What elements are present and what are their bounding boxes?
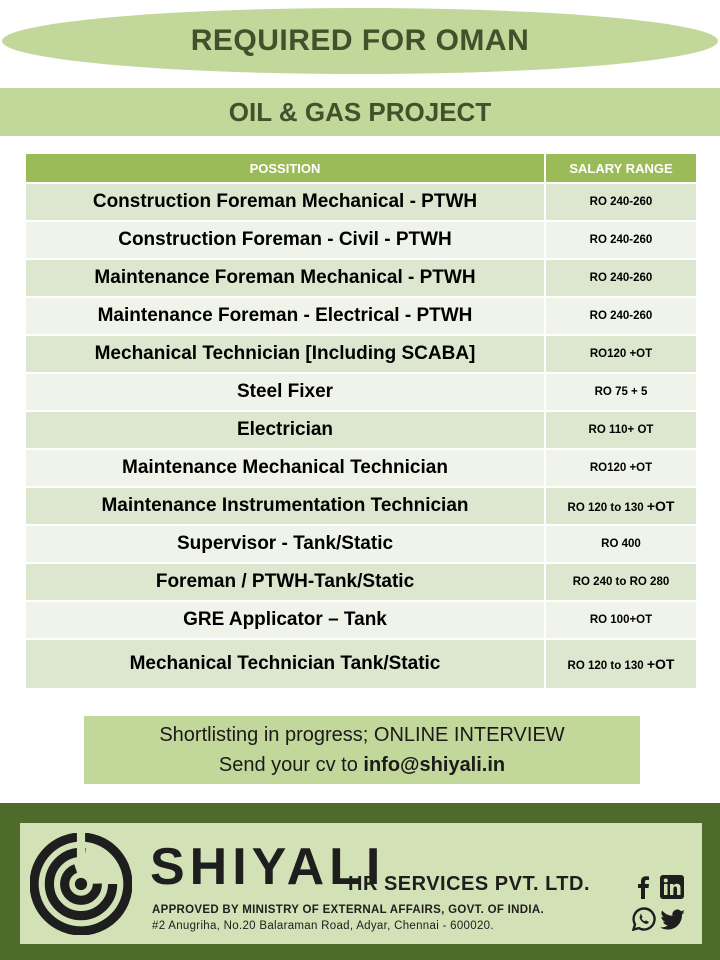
column-header-position: POSSITION (25, 153, 545, 183)
position-cell: Maintenance Mechanical Technician (25, 449, 545, 487)
brand-subtitle: HR SERVICES PVT. LTD. (348, 873, 591, 895)
project-banner (0, 88, 720, 136)
whatsapp-icon[interactable] (632, 907, 656, 931)
salary-value: RO 110+ OT (588, 424, 654, 436)
salary-cell (545, 525, 697, 563)
social-icons (632, 875, 692, 935)
position-cell: Supervisor - Tank/Static (25, 525, 545, 563)
salary-value: RO 100+OT (589, 614, 653, 626)
salary-cell (545, 259, 697, 297)
salary-value: RO 240-260 (589, 196, 653, 208)
position-cell: Maintenance Foreman Mechanical - PTWH (25, 259, 545, 297)
table-row (25, 259, 697, 297)
table-row (25, 221, 697, 259)
page-title: REQUIRED FOR OMAN (190, 24, 530, 57)
table-row (25, 373, 697, 411)
salary-ot-suffix: +OT (646, 656, 675, 672)
table-row (25, 639, 697, 689)
salary-cell (545, 183, 697, 221)
company-logo-icon (30, 833, 132, 935)
position-cell: Maintenance Foreman - Electrical - PTWH (25, 297, 545, 335)
salary-cell (545, 449, 697, 487)
notice-box (84, 716, 640, 784)
title-banner (2, 8, 718, 74)
position-cell: Foreman / PTWH-Tank/Static (25, 563, 545, 601)
salary-cell (545, 297, 697, 335)
table-row (25, 335, 697, 373)
salary-value: RO 400 (601, 538, 641, 550)
salary-cell (545, 335, 697, 373)
table-row (25, 525, 697, 563)
salary-cell (545, 601, 697, 639)
salary-cell (545, 639, 697, 689)
salary-value: RO120 +OT (589, 462, 653, 474)
position-cell: Construction Foreman Mechanical - PTWH (25, 183, 545, 221)
table-row (25, 601, 697, 639)
notice-prefix: Send your cv to (218, 754, 364, 776)
table-row (25, 183, 697, 221)
salary-value: RO 120 to 130 (567, 502, 647, 514)
salary-ot-suffix: +OT (646, 498, 675, 514)
salary-value: RO120 +OT (589, 348, 653, 360)
contact-email[interactable]: info@shiyali.in (363, 754, 506, 776)
brand-name: SHIYALI (150, 838, 386, 896)
position-cell: Mechanical Technician Tank/Static (25, 639, 545, 689)
position-cell: Electrician (25, 411, 545, 449)
facebook-icon[interactable] (632, 875, 654, 899)
notice-line-1: Shortlisting in progress; ONLINE INTERVIEW (159, 724, 565, 746)
salary-value: RO 120 to 130 (567, 660, 647, 672)
column-header-salary: SALARY RANGE (545, 153, 697, 183)
footer (0, 803, 720, 960)
position-cell: Maintenance Instrumentation Technician (25, 487, 545, 525)
project-title: OIL & GAS PROJECT (228, 96, 492, 127)
salary-cell (545, 563, 697, 601)
table-header-row (25, 153, 697, 183)
twitter-icon[interactable] (660, 909, 686, 931)
position-cell: GRE Applicator – Tank (25, 601, 545, 639)
table-row (25, 297, 697, 335)
table-row (25, 411, 697, 449)
salary-cell (545, 221, 697, 259)
position-cell: Steel Fixer (25, 373, 545, 411)
approval-text: APPROVED BY MINISTRY OF EXTERNAL AFFAIRS, GOVT. OF INDIA. (152, 904, 544, 916)
positions-table (24, 152, 698, 690)
table-row (25, 563, 697, 601)
position-cell: Construction Foreman - Civil - PTWH (25, 221, 545, 259)
salary-value: RO 75 + 5 (594, 386, 648, 398)
notice-line-2 (219, 750, 505, 780)
salary-value: RO 240-260 (589, 310, 653, 322)
salary-cell (545, 411, 697, 449)
salary-cell (545, 373, 697, 411)
table-row (25, 449, 697, 487)
salary-value: RO 240 to RO 280 (572, 576, 670, 588)
salary-cell (545, 487, 697, 525)
position-cell: Mechanical Technician [Including SCABA] (25, 335, 545, 373)
salary-value: RO 240-260 (589, 234, 653, 246)
linkedin-icon[interactable] (660, 875, 684, 899)
address-text: #2 Anugriha, No.20 Balaraman Road, Adyar, Chennai - 600020. (152, 920, 494, 932)
salary-value: RO 240-260 (589, 272, 653, 284)
footer-panel (20, 823, 702, 944)
table-row (25, 487, 697, 525)
